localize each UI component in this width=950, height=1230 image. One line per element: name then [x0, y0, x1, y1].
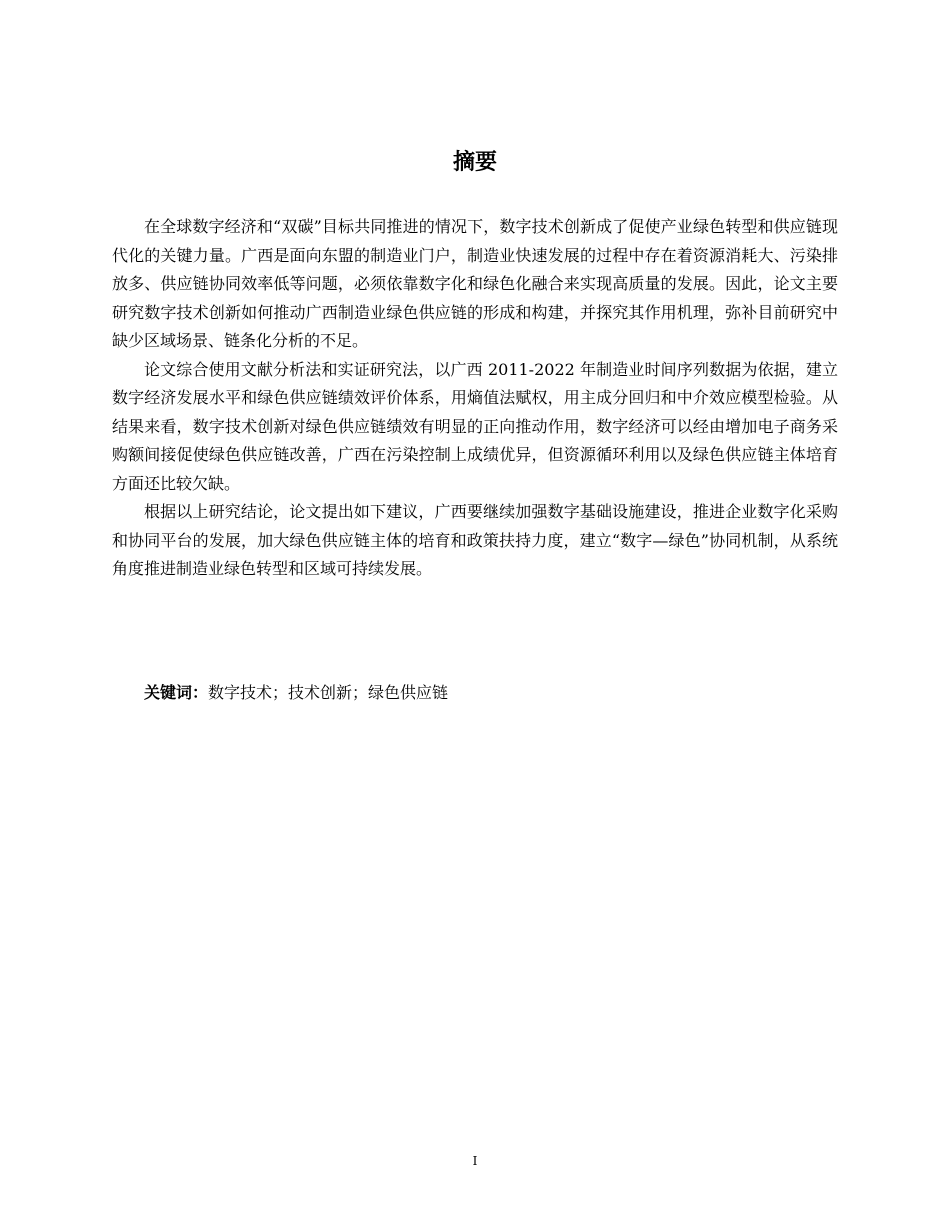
page-number: I	[472, 1154, 478, 1168]
abstract-body	[112, 213, 838, 584]
abstract-paragraph-1: 在全球数字经济和“双碳”目标共同推进的情况下，数字技术创新成了促使产业绿色转型和供应链现代化的关键力量。广西是面向东盟的制造业门户，制造业快速发展的过程中存在着资源消耗大、污染排放多、供应链协同效率低等问题，必须依靠数字化和绿色化融合来实现高质量的发展。因此，论文主要研究数字技术创新如何推动广西制造业绿色供应链的形成和构建，并探究其作用机理，弥补目前研究中缺少区域场景、链条化分析的不足。	[112, 217, 838, 350]
keywords-text: 数字技术；技术创新；绿色供应链	[208, 683, 449, 702]
keywords-line	[144, 679, 844, 707]
abstract-paragraph-2: 论文综合使用文献分析法和实证研究法，以广西 2011-2022 年制造业时间序列数据为依据，建立数字经济发展水平和绿色供应链绩效评价体系，用熵值法赋权，用主成分回归和中介效应模型检验。从结果来看，数字技术创新对绿色供应链绩效有明显的正向推动作用，数字经济可以经由增加电子商务采购额间接促使绿色供应链改善，广西在污染控制上成绩优异，但资源循环利用以及绿色供应链主体培育方面还比较欠缺。	[112, 359, 838, 493]
abstract-paragraph-3: 根据以上研究结论，论文提出如下建议，广西要继续加强数字基础设施建设，推进企业数字化采购和协同平台的发展，加大绿色供应链主体的培育和政策扶持力度，建立“数字—绿色”协同机制，从系统角度推进制造业绿色转型和区域可持续发展。	[112, 502, 838, 578]
keywords-label: 关键词：	[144, 683, 209, 702]
abstract-title: 摘要	[452, 150, 497, 175]
